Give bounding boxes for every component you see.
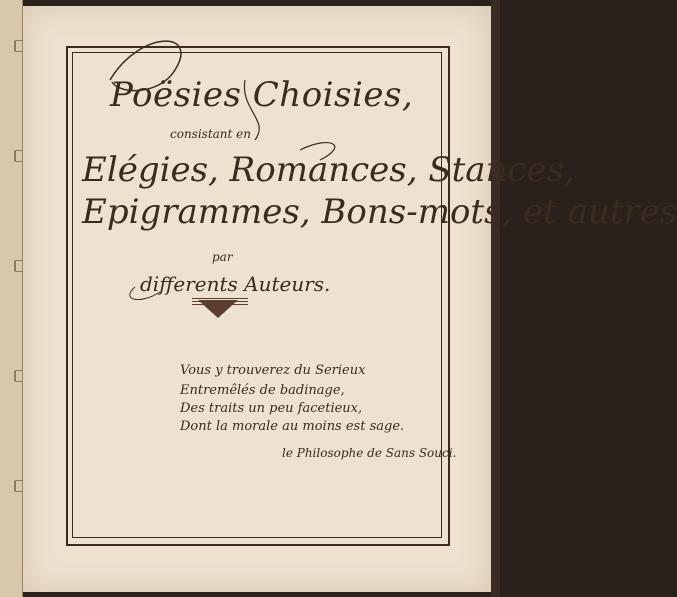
verse-line-3: Des traits un peu facetieux, (180, 401, 363, 416)
subtitle-connector: consistant en (170, 127, 251, 141)
authors-line: differents Auteurs. (140, 272, 331, 296)
genres-line-2: Epigrammes, Bons-mots, et autres (82, 192, 677, 232)
verse-line-4: Dont la morale au moins est sage. (180, 419, 405, 434)
verse-attribution: le Philosophe de Sans Souci. (282, 446, 457, 460)
verse-line-2: Entremêlés de badinage, (180, 383, 345, 398)
genres-line-1: Elégies, Romances, Stances, (82, 150, 575, 190)
ornament-triangle-icon (198, 300, 238, 318)
verse-line-1: Vous y trouverez du Serieux (180, 363, 366, 378)
page-title: Poësies Choisies, (110, 75, 414, 115)
by-label: par (212, 250, 233, 264)
